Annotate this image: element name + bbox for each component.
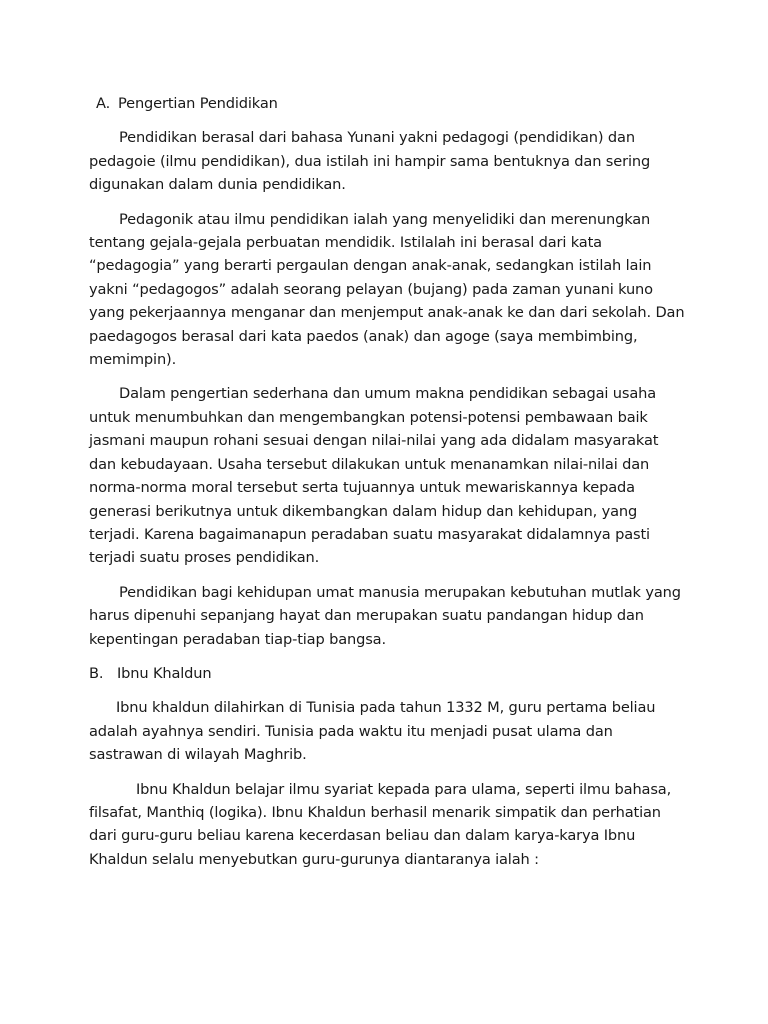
paragraph-line: Khaldun selalu menyebutkan guru-gurunya diantaranya ialah : [89, 850, 539, 868]
section-b-marker: B. [89, 664, 104, 682]
paragraph-line: harus dipenuhi sepanjang hayat dan merupakan suatu pandangan hidup dan [89, 607, 644, 625]
paragraph-line: dari guru-guru beliau karena kecerdasan beliau dan dalam karya-karya Ibnu [89, 827, 636, 845]
paragraph-line: filsafat, Manthiq (logika). Ibnu Khaldun berhasil menarik simpatik dan perhatian [89, 803, 661, 821]
paragraph-line: terjadi suatu proses pendidikan. [89, 549, 320, 567]
paragraph-line: sastrawan di wilayah Maghrib. [89, 746, 307, 764]
paragraph [89, 382, 689, 569]
paragraph-line: memimpin). [89, 351, 177, 369]
paragraph-line: pedagoie (ilmu pendidikan), dua istilah ini hampir sama bentuknya dan sering [89, 152, 651, 170]
paragraph-line: Ibnu khaldun dilahirkan di Tunisia pada tahun 1332 M, guru pertama beliau [116, 699, 656, 717]
document-content [89, 92, 689, 882]
section-a-heading [89, 92, 689, 115]
paragraph-line: norma-norma moral tersebut serta tujuannya untuk mewariskannya kepada [89, 479, 635, 497]
paragraph-line: untuk menumbuhkan dan mengembangkan potensi-potensi pembawaan baik [89, 408, 648, 426]
paragraph [89, 126, 689, 196]
paragraph-line: digunakan dalam dunia pendidikan. [89, 176, 346, 194]
section-a-marker: A. [96, 95, 111, 112]
paragraph-line: Dalam pengertian sederhana dan umum makna pendidikan sebagai usaha [119, 385, 657, 403]
paragraph [89, 208, 689, 372]
paragraph-line: terjadi. Karena bagaimanapun peradaban suatu masyarakat didalamnya pasti [89, 525, 650, 543]
section-b-heading [89, 662, 689, 685]
paragraph [89, 696, 689, 766]
paragraph [89, 778, 689, 872]
paragraph-line: Pendidikan berasal dari bahasa Yunani yakni pedagogi (pendidikan) dan [119, 129, 635, 147]
paragraph-line: jasmani maupun rohani sesuai dengan nilai-nilai yang ada didalam masyarakat [89, 432, 659, 450]
paragraph-line: tentang gejala-gejala perbuatan mendidik. Istilalah ini berasal dari kata [89, 234, 602, 252]
paragraph-line: generasi berikutnya untuk dikembangkan dalam hidup dan kehidupan, yang [89, 502, 638, 520]
paragraph-line: kepentingan peradaban tiap-tiap bangsa. [89, 630, 386, 648]
paragraph-line: Pendidikan bagi kehidupan umat manusia merupakan kebutuhan mutlak yang [119, 583, 681, 601]
paragraph [89, 581, 689, 651]
paragraph-line: Ibnu Khaldun belajar ilmu syariat kepada para ulama, seperti ilmu bahasa, [136, 780, 672, 798]
paragraph-line: “pedagogia” yang berarti pergaulan dengan anak-anak, sedangkan istilah lain [89, 257, 652, 275]
section-a-title: Pengertian Pendidikan [118, 95, 278, 112]
paragraph-line: dan kebudayaan. Usaha tersebut dilakukan untuk menanamkan nilai-nilai dan [89, 455, 650, 473]
paragraph-line: adalah ayahnya sendiri. Tunisia pada waktu itu menjadi pusat ulama dan [89, 722, 613, 740]
section-b-title: Ibnu Khaldun [117, 664, 212, 682]
paragraph-line: Pedagonik atau ilmu pendidikan ialah yang menyelidiki dan merenungkan [119, 210, 651, 228]
paragraph-line: paedagogos berasal dari kata paedos (anak) dan agoge (saya membimbing, [89, 327, 638, 345]
paragraph-line: yakni “pedagogos” adalah seorang pelayan (bujang) pada zaman yunani kuno [89, 280, 653, 298]
paragraph-line: yang pekerjaannya menganar dan menjemput anak-anak ke dan dari sekolah. Dan [89, 304, 685, 322]
